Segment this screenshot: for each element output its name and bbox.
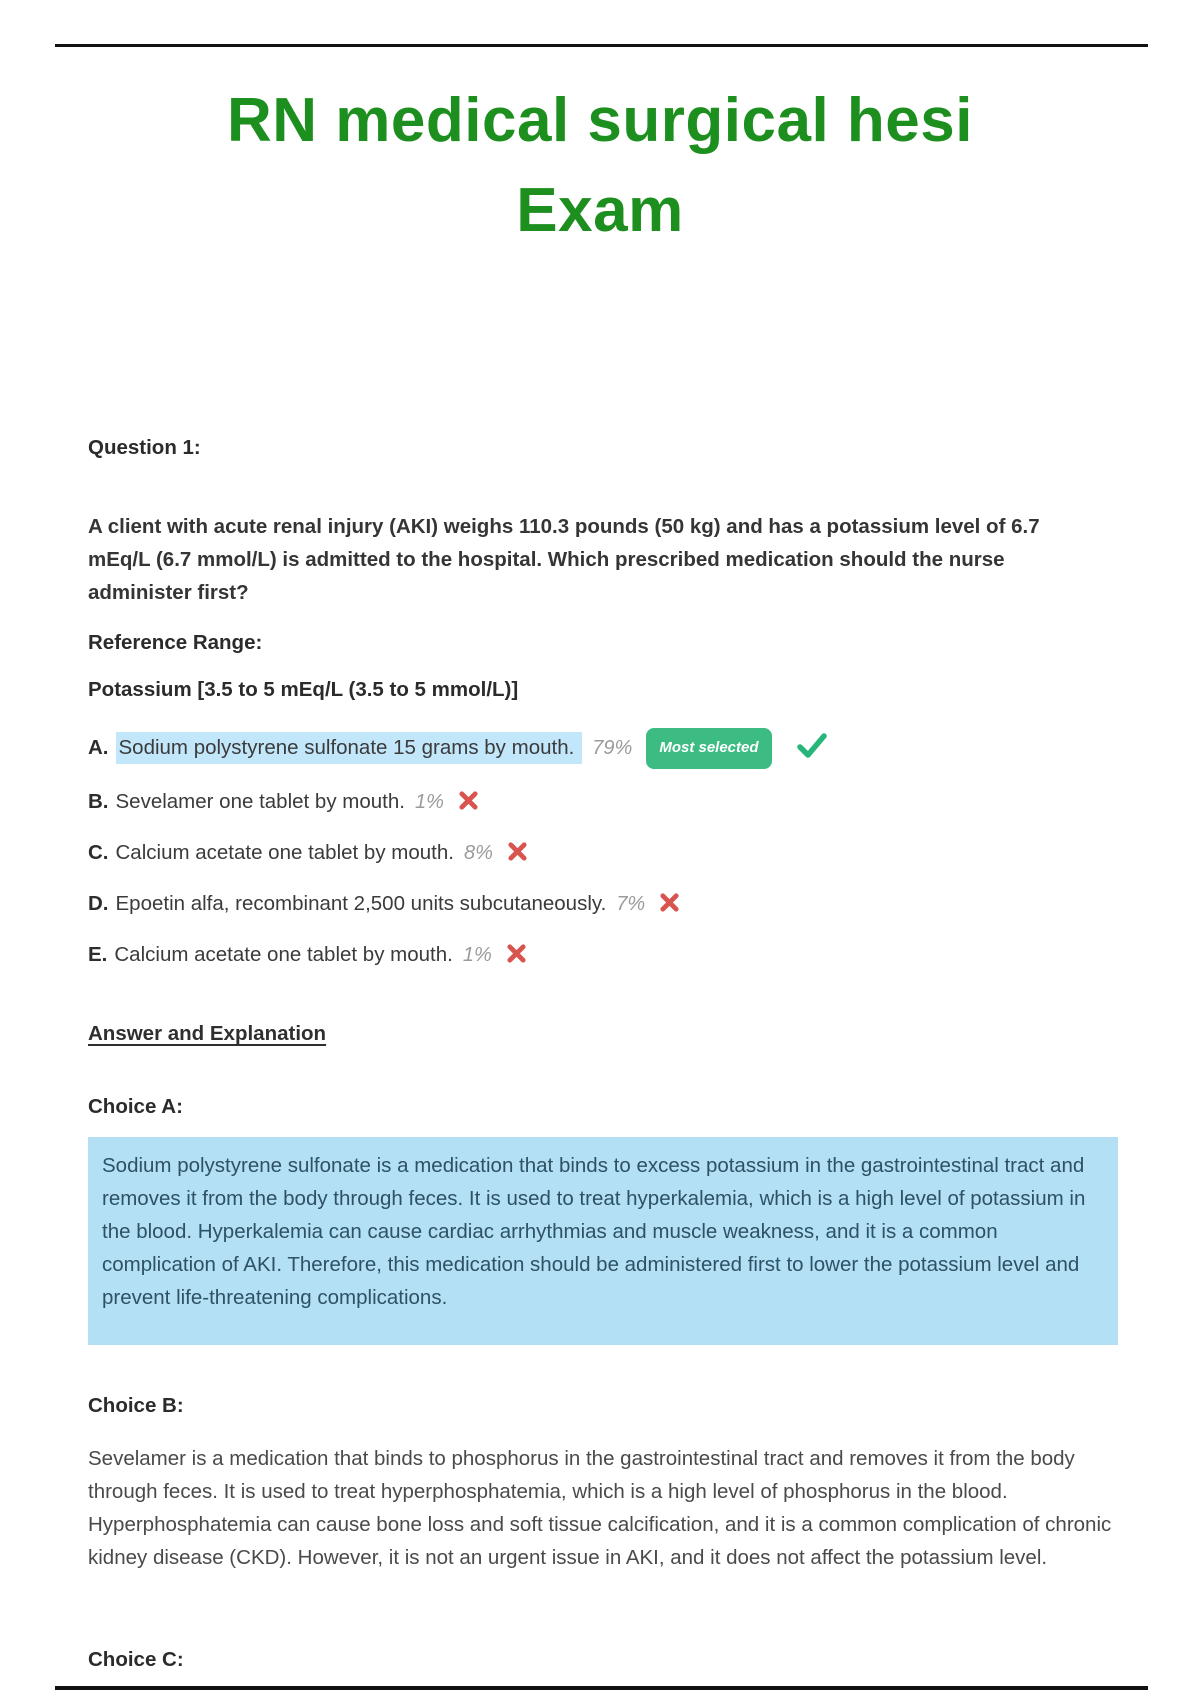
cross-icon — [507, 841, 528, 871]
choice-text: Calcium acetate one tablet by mouth. — [114, 943, 453, 966]
explanation-label-choice-a: Choice A: — [88, 1095, 183, 1118]
check-icon — [796, 732, 828, 768]
choice-row-b — [88, 787, 1118, 820]
choice-text: Sevelamer one tablet by mouth. — [115, 790, 405, 813]
explanation-label-choice-b: Choice B: — [88, 1394, 184, 1417]
choice-letter: E. — [88, 943, 108, 966]
choice-row-e — [88, 940, 1118, 973]
choice-letter: D. — [88, 892, 109, 915]
choice-text: Epoetin alfa, recombinant 2,500 units subcutaneously. — [115, 892, 607, 915]
reference-range-value: Potassium [3.5 to 5 mEq/L (3.5 to 5 mmol/L)] — [88, 678, 519, 701]
most-selected-badge: Most selected — [646, 728, 771, 769]
page-title-line2: Exam — [516, 176, 684, 245]
choice-letter: A. — [88, 736, 109, 759]
choice-percent: 1% — [462, 944, 492, 966]
choice-letter: C. — [88, 841, 109, 864]
page-title — [0, 76, 1200, 256]
choice-text: Calcium acetate one tablet by mouth. — [115, 841, 454, 864]
cross-icon — [659, 892, 680, 922]
choice-letter: B. — [88, 790, 109, 813]
explanation-text-choice-b: Sevelamer is a medication that binds to phosphorus in the gastrointestinal tract and removes it from the body through feces. It is used to treat hyperphosphatemia, which is a high level of phosphorus in the blood. Hyperphosphatemia can cause bone loss and soft tissue calcification, and it is a common complication of chronic kidney disease (CKD). However, it is not an urgent issue in AKI, and it does not affect the potassium level. — [88, 1447, 1112, 1569]
choice-row-c — [88, 838, 1118, 871]
bottom-divider — [55, 1686, 1148, 1690]
question-section — [88, 436, 1118, 1672]
choice-text-highlighted: Sodium polystyrene sulfonate 15 grams by mouth. — [116, 732, 583, 764]
cross-icon — [458, 790, 479, 820]
question-label: Question 1: — [88, 436, 201, 459]
choice-percent: 8% — [463, 842, 493, 864]
top-divider — [55, 44, 1148, 47]
cross-icon — [506, 943, 527, 973]
choice-row-a — [88, 728, 1118, 769]
page-title-line1: RN medical surgical hesi — [227, 86, 973, 155]
explanation-text-choice-a-highlighted: Sodium polystyrene sulfonate is a medication that binds to excess potassium in the gastrointestinal tract and removes it from the body through feces. It is used to treat hyperkalemia, which is a high level of potassium in the blood. Hyperkalemia can cause cardiac arrhythmias and muscle weakness, and it is a common complication of AKI. Therefore, this medication should be administered first to lower the potassium level and prevent life-threatening complications. — [88, 1137, 1118, 1345]
choice-percent: 7% — [616, 893, 646, 915]
answer-explanation-link[interactable]: Answer and Explanation — [88, 1022, 327, 1045]
question-text: A client with acute renal injury (AKI) weighs 110.3 pounds (50 kg) and has a potassium level of 6.7 mEq/L (6.7 mmol/L) is admitted to the hospital. Which prescribed medication should the nurse administer first? — [88, 515, 1040, 604]
explanation-label-choice-c: Choice C: — [88, 1648, 184, 1671]
choice-row-d — [88, 889, 1118, 922]
reference-range-label: Reference Range: — [88, 631, 263, 654]
choice-percent: 79% — [592, 737, 633, 759]
choice-percent: 1% — [414, 791, 444, 813]
